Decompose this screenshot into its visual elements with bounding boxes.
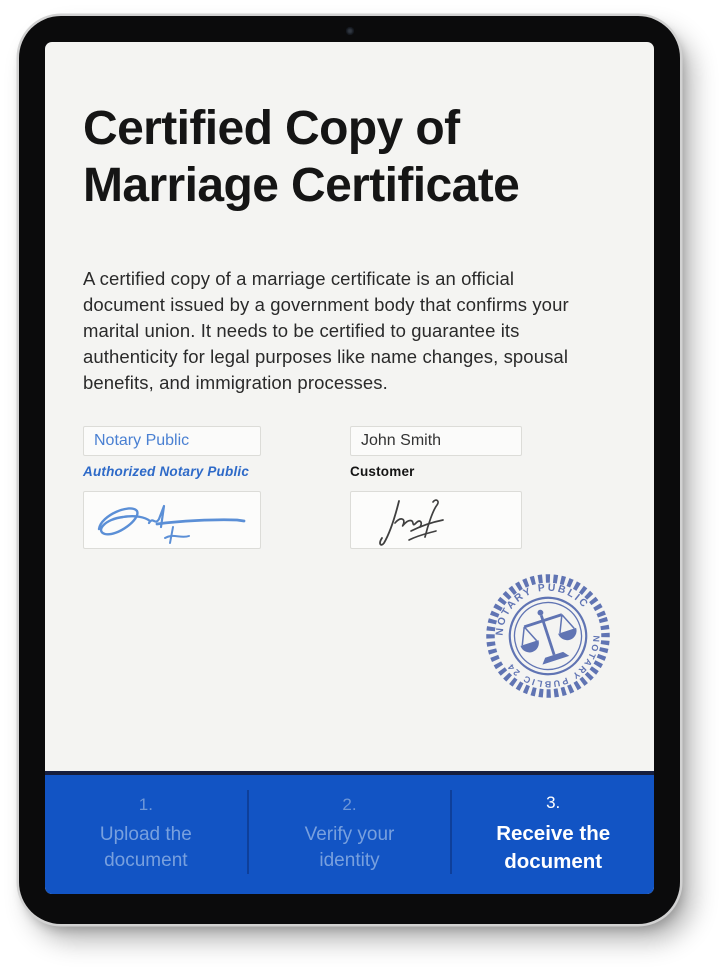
notary-seal	[482, 570, 614, 702]
notary-signature-field[interactable]	[83, 491, 261, 549]
notary-column	[83, 426, 261, 549]
seal-arc-top-text: NOTARY PUBLIC	[494, 582, 591, 637]
page-title	[83, 100, 616, 214]
customer-signature-field[interactable]	[350, 491, 522, 549]
step-label: Receive the document	[496, 822, 611, 873]
customer-name-field[interactable]: John Smith	[350, 426, 522, 456]
seal-arc-bottom-text: NOTARY PUBLIC 24	[504, 635, 602, 690]
front-camera-icon	[346, 27, 354, 35]
tablet-device	[19, 16, 680, 924]
step-number: 2.	[342, 795, 357, 814]
tablet-screen	[45, 42, 654, 894]
step-label: Verify your identity	[304, 824, 395, 871]
step-receive-document[interactable]	[452, 775, 654, 894]
customer-role-label: Customer	[350, 464, 415, 479]
progress-steps-bar	[45, 771, 654, 894]
page-title-line1: Certified Copy of	[83, 102, 460, 155]
svg-text:NOTARY PUBLIC 24	[504, 632, 613, 702]
certificate-description: A certified copy of a marriage certificate is an official document issued by a government body that confirms your marital union. It needs to be certified to guarantee its authenticity for legal purposes like name changes, spousal benefits, and immigration processes.	[83, 268, 569, 393]
customer-column	[350, 426, 522, 549]
notary-signature-icon	[87, 493, 257, 547]
notary-name-field[interactable]: Notary Public	[83, 426, 261, 456]
step-upload-document[interactable]	[45, 775, 247, 894]
signature-fields-row	[83, 426, 616, 549]
step-number: 1.	[138, 795, 153, 814]
customer-signature-icon	[353, 493, 519, 547]
step-number: 3.	[546, 793, 561, 812]
step-label: Upload the document	[99, 824, 192, 871]
notary-role-label: Authorized Notary Public	[83, 464, 250, 479]
step-verify-identity[interactable]	[249, 775, 451, 894]
page-title-line2: Marriage Certificate	[83, 159, 520, 212]
